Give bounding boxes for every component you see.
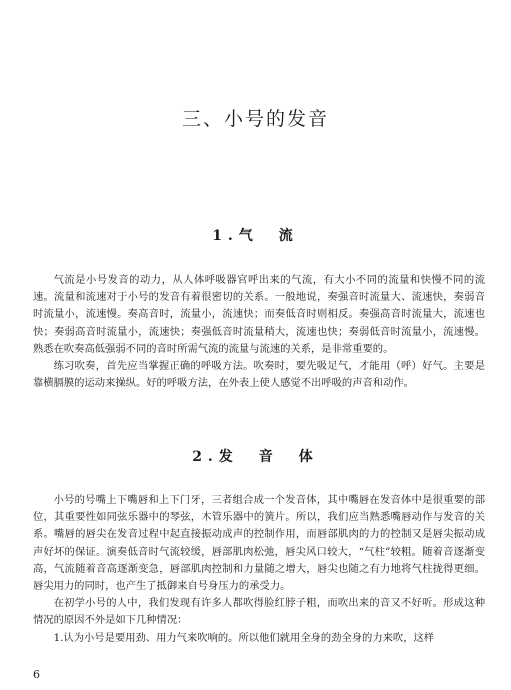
paragraph: 小号的号嘴上下嘴唇和上下门牙，三者组合成一个发音体，其中嘴唇在发音体中是很重要的部位，其重要性如同弦乐器中的琴弦，木管乐器中的簧片。所以，我们应当熟悉嘴唇动作与发音的关系。嘴唇的唇尖在发音过程中起直接振动成声的控制作用，而唇部肌肉的力的控制又是唇尖振动成声好坏的保证。演奏低音时气流较缓，唇部肌肉松弛，唇尖风口较大，“气柱”较粗。随着音逐渐变高，气流随着音高逐渐变急，唇部肌肉控制和力量随之增大，唇尖也随之有力地将气柱拢得更细。唇尖用力的同时，也产生了抵御来自号身压力的承受力。: [33, 494, 485, 593]
section-heading-vibrating-body: 2.发 音 体: [192, 449, 319, 465]
section-vibrating-body-text: [33, 492, 485, 647]
paragraph: 练习吹奏，首先应当掌握正确的呼吸方法。吹奏时，要先吸足气，才能用（呼）好气。主要是靠横膈膜的运动来操纵。好的呼吸方法，在外表上使人感觉不出呼吸的声音和动作。: [33, 360, 485, 390]
paragraph: 1.认为小号是要用劲、用力气来吹响的。所以他们就用全身的劲全身的力来吹，这样: [53, 631, 435, 644]
page-number: 6: [33, 668, 40, 681]
chapter-title: 三、小号的发音: [181, 108, 329, 130]
section-airflow-body: [33, 272, 485, 392]
section-heading-airflow: 1.气 流: [212, 228, 299, 244]
paragraph: 在初学小号的人中，我们发现有许多人都吹得脸红脖子粗，而吹出来的音又不好听。形成这种情况的原因不外是如下几种情况：: [33, 597, 485, 627]
paragraph: 气流是小号发音的动力，从人体呼吸器官呼出来的气流，有大小不同的流量和快慢不同的流速。流量和流速对于小号的发音有着很密切的关系。一般地说，奏强音时流量大、流速快，奏弱音时流量小，流速慢。奏高音时，流量小，流速快；而奏低音时则相反。奏强高音时流量大，流速也快；奏弱高音时流量小，流速快；奏强低音时流量稍大，流速也快；奏弱低音时流量小，流速慢。熟悉在吹奏高低强弱不同的音时所需气流的流量与流速的关系，是非常重要的。: [33, 274, 485, 355]
